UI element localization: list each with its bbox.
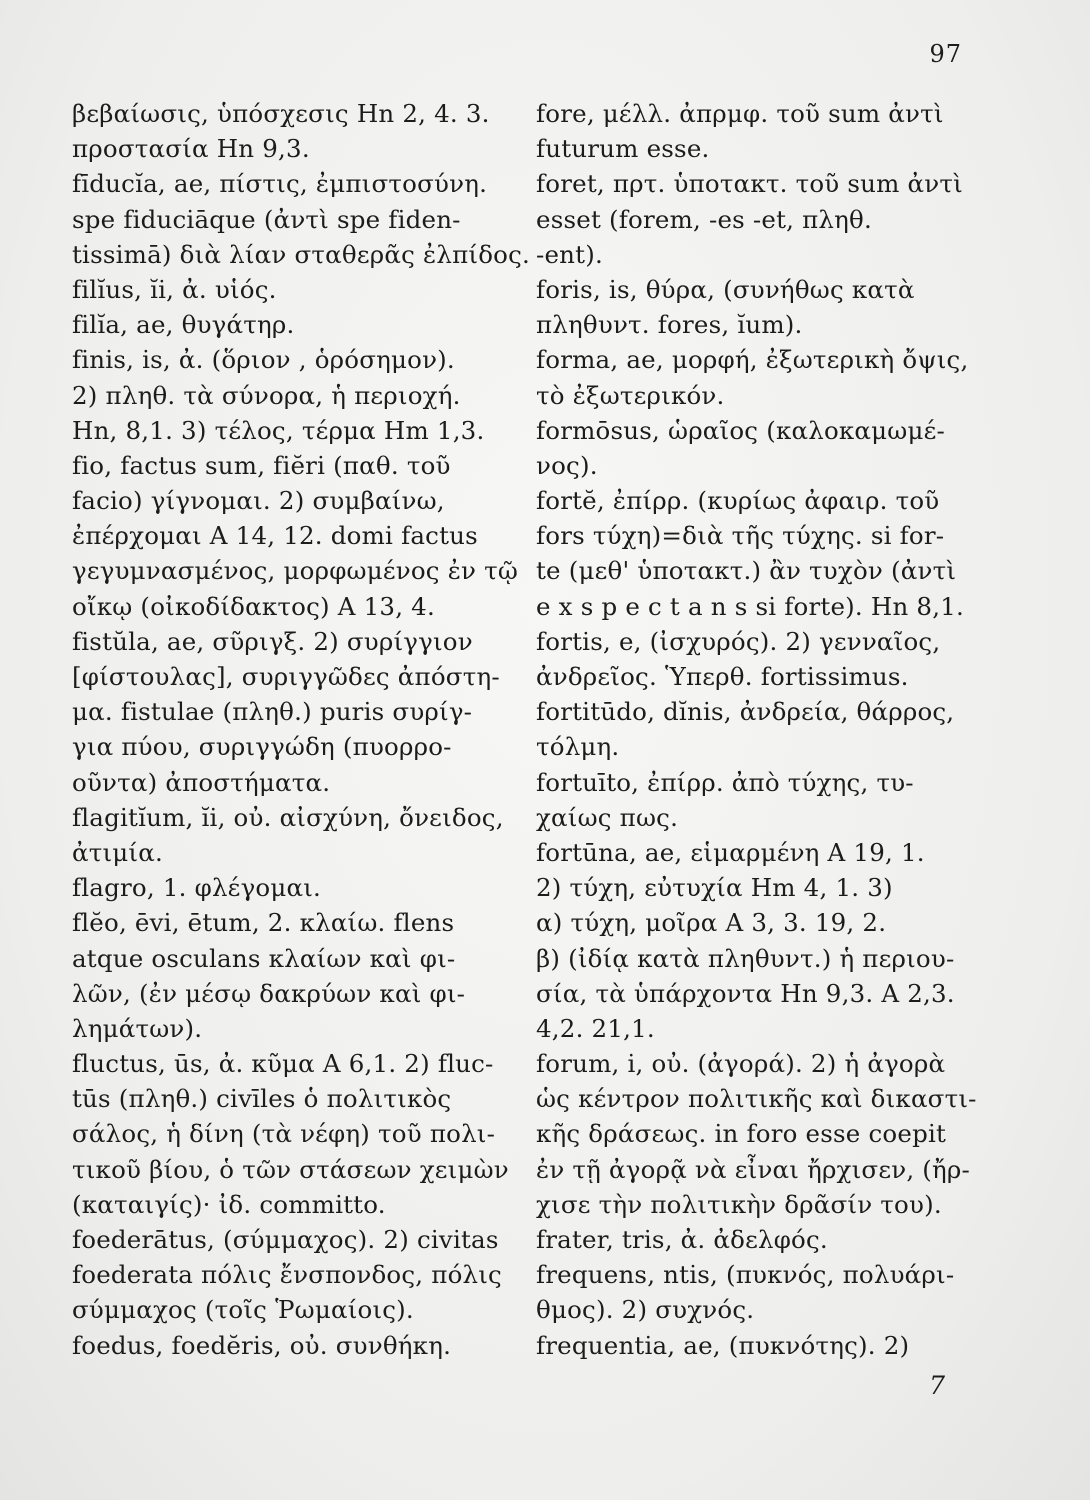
entry-line: β) (ἰδίᾳ κατὰ πληθυντ.) ἡ περιου- [536, 943, 955, 973]
entry-line: finis, is, ἀ. (ὅριον , ὁρόσημον). [72, 345, 455, 375]
entry-line: [φίστουλας], συριγγῶδες ἀπόστη- [72, 662, 500, 691]
entry-line: esset (forem, -es -et, πληθ. [536, 204, 872, 234]
entry-line: tūs (πληθ.) civīles ὁ πολιτικὸς [72, 1084, 452, 1114]
entry-line: ἀνδρεῖος. Ὑπερθ. fortissimus. [536, 662, 909, 691]
entry-line: fors τύχη)=διὰ τῆς τύχης. si for- [536, 521, 945, 551]
entry-line: λῶν, (ἐν μέσῳ δακρύων καὶ φι- [72, 978, 466, 1008]
entry-line: θμος). 2) συχνός. [536, 1295, 755, 1325]
entry-line: formōsus, ὡραῖος (καλοκαμωμέ- [536, 415, 945, 445]
entry-line: spe fiduciāque (ἀντὶ spe fiden- [72, 204, 461, 234]
entry-line: πληθυντ. fores, ĭum). [536, 310, 803, 340]
entry-line: flĕo, ēvi, ētum, 2. κλαίω. flens [72, 908, 455, 938]
entry-line: foederata πόλις ἔνσπονδος, πόλις [72, 1260, 502, 1290]
entry-line: μα. fistulae (πληθ.) puris συρίγ- [72, 697, 473, 727]
entry-line: fortūna, ae, εἱμαρμένη A 19, 1. [536, 837, 925, 867]
entry-line: χισε τὴν πολιτικὴν δρᾶσίν του). [536, 1189, 942, 1219]
entry-line: κῆς δράσεως. in foro esse coepit [536, 1119, 947, 1149]
entry-line: 2) πληθ. τὰ σύνορα, ἡ περιοχή. [72, 380, 461, 410]
entry-line: 4,2. 21,1. [536, 1013, 655, 1043]
entry-line: τικοῦ βίου, ὁ τῶν στάσεων χειμὼν [72, 1154, 509, 1184]
entry-line: fortuīto, ἐπίρρ. ἀπὸ τύχης, τυ- [536, 767, 914, 797]
entry-line: facio) γίγνομαι. 2) συμβαίνω, [72, 486, 445, 516]
entry-line: οῦντα) ἀποστήματα. [72, 767, 331, 797]
entry-line: fortis, e, (ἰσχυρός). 2) γενναῖος, [536, 626, 941, 656]
entry-line: σύμμαχος (τοῖς Ῥωμαίοις). [72, 1295, 414, 1325]
entry-line: flagro, 1. φλέγομαι. [72, 873, 322, 903]
entry-line: γεγυμνασμένος, μορφωμένος ἐν τῷ [72, 556, 519, 586]
entry-line: ἐπέρχομαι A 14, 12. domi factus [72, 521, 478, 551]
entry-line: 2) τύχη, εὐτυχία Hm 4, 1. 3) [536, 873, 893, 903]
entry-line: foret, πρτ. ὑποτακτ. τοῦ sum ἀντὶ [536, 169, 963, 199]
entry-line: te (μεθ' ὑποτακτ.) ἂν τυχὸν (ἀντὶ [536, 556, 957, 586]
entry-line: fluctus, ūs, ἀ. κῦμα A 6,1. 2) fluc- [72, 1049, 494, 1079]
entry-line: fīducĭa, ae, πίστις, ἐμπιστοσύνη. [72, 169, 488, 199]
entry-line: για πύου, συριγγώδη (πυορρο- [72, 732, 452, 762]
entry-line: ὡς κέντρον πολιτικῆς καὶ δικαστι- [536, 1084, 977, 1114]
entry-line: e x s p e c t a n s si forte). Hn 8,1. [536, 591, 964, 621]
left-column [72, 96, 531, 1363]
entry-line: -ent). [536, 239, 603, 269]
entry-line: filĭus, ĭi, ἀ. υἱός. [72, 274, 277, 304]
entry-line: ἀτιμία. [72, 837, 163, 867]
entry-line: σία, τὰ ὑπάρχοντα Hn 9,3. A 2,3. [536, 978, 955, 1008]
right-column [536, 96, 976, 1363]
entry-line: σάλος, ἡ δίνη (τὰ νέφη) τοῦ πολι- [72, 1119, 496, 1149]
entry-line: flagitĭum, ĭi, οὐ. αἰσχύνη, ὄνειδος, [72, 802, 504, 832]
entry-line: foederātus, (σύμμαχος). 2) civitas [72, 1225, 499, 1254]
entry-line: ἐν τῇ ἀγορᾷ νὰ εἶναι ἤρχισεν, (ἤρ- [536, 1154, 971, 1184]
entry-line: fortitūdo, dĭnis, ἀνδρεία, θάρρος, [536, 697, 955, 727]
signature-mark: 7 [929, 1371, 945, 1400]
entry-line: forum, i, οὐ. (ἀγορά). 2) ἡ ἀγορὰ [536, 1049, 946, 1079]
entry-line: τόλμη. [536, 732, 620, 762]
entry-line: foris, is, θύρα, (συνήθως κατὰ [536, 274, 915, 304]
entry-line: α) τύχη, μοῖρα A 3, 3. 19, 2. [536, 908, 887, 938]
entry-line: fistŭla, ae, σῦριγξ. 2) συρίγγιον [72, 626, 473, 656]
entry-line: (καταιγίς)· ἰδ. committo. [72, 1189, 386, 1219]
entry-line: fio, factus sum, fiĕri (παθ. τοῦ [72, 450, 451, 480]
entry-line: λημάτων). [72, 1013, 203, 1043]
entry-line: προστασία Hn 9,3. [72, 134, 310, 164]
entry-line: Hn, 8,1. 3) τέλος, τέρμα Hm 1,3. [72, 415, 485, 445]
entry-line: frequentia, ae, (πυκνότης). 2) [536, 1330, 910, 1360]
entry-line: χαίως πως. [536, 802, 679, 832]
page-number: 97 [929, 40, 962, 68]
entry-line: filĭa, ae, θυγάτηρ. [72, 310, 295, 340]
entry-line: τὸ ἐξωτερικόν. [536, 380, 725, 410]
entry-line: νος). [536, 450, 598, 480]
entry-line: forma, ae, μορφή, ἐξωτερικὴ ὄψις, [536, 345, 969, 375]
entry-line: fortĕ, ἐπίρρ. (κυρίως ἀφαιρ. τοῦ [536, 486, 940, 516]
entry-line: frater, tris, ἀ. ἀδελφός. [536, 1225, 828, 1254]
entry-line: futurum esse. [536, 134, 710, 164]
entry-line: foedus, foedĕris, οὐ. συνθήκη. [72, 1330, 452, 1360]
entry-line: fore, μέλλ. ἀπρμφ. τοῦ sum ἀντὶ [536, 99, 944, 128]
entry-line: tissimā) διὰ λίαν σταθερᾶς ἐλπίδος. [72, 239, 531, 269]
entry-line: atque osculans κλαίων καὶ φι- [72, 943, 456, 973]
entry-line: οἴκῳ (οἰκοδίδακτος) A 13, 4. [72, 591, 435, 621]
entry-line: βεβαίωσις, ὑπόσχεσις Hn 2, 4. 3. [72, 99, 490, 128]
entry-line: frequens, ntis, (πυκνός, πολυάρι- [536, 1260, 955, 1290]
